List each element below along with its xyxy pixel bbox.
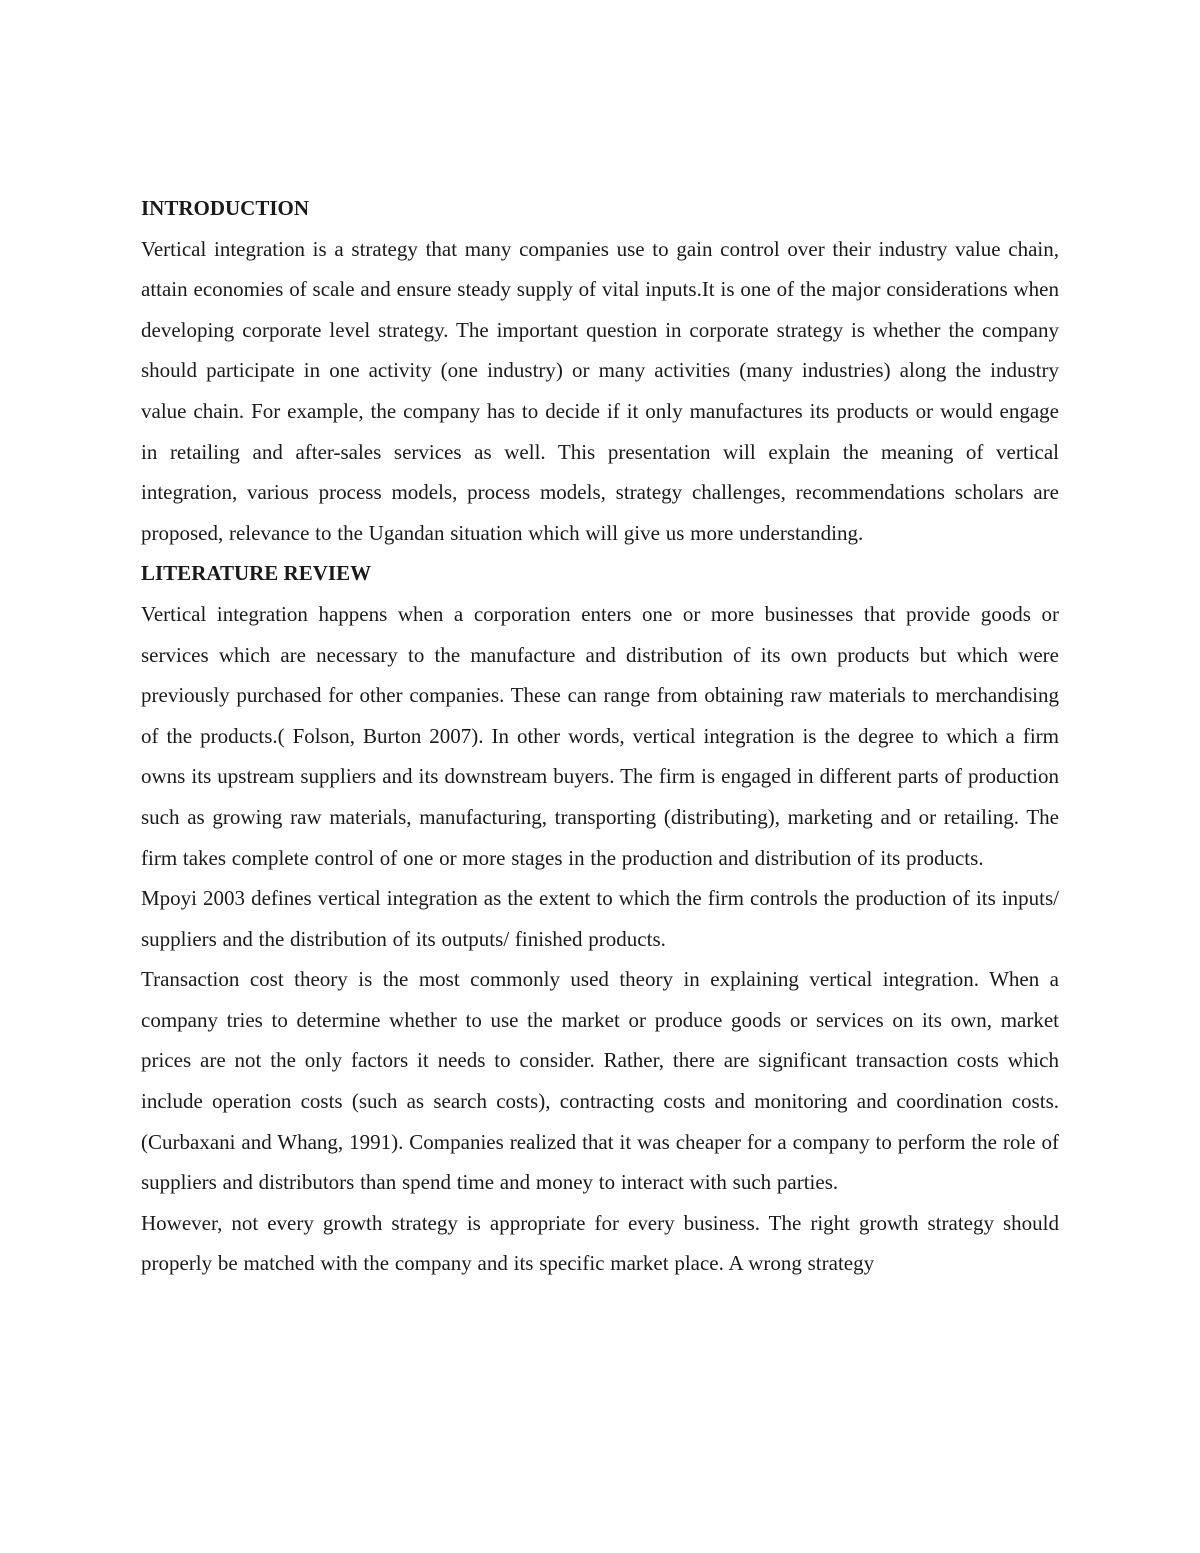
introduction-paragraph: Vertical integration is a strategy that many companies use to gain control over their industry value chain, attain economies of scale and ensure steady supply of vital inputs.It is one of the major considerations when developing corporate level strategy. The important question in corporate strategy is whether the company should participate in one activity (one industry) or many activities (many industries) along the industry value chain. For example, the company has to decide if it only manufactures its products or would engage in retailing and after-sales services as well. This presentation will explain the meaning of vertical integration, various process models, process models, strategy challenges, recommendations scholars are proposed, relevance to the Ugandan situation which will give us more understanding.: [141, 236, 1059, 545]
literature-paragraph-definition: Vertical integration happens when a corporation enters one or more businesses that provide goods or services which are necessary to the manufacture and distribution of its own products but which were previously purchased for other companies. These can range from obtaining raw materials to merchandising of the products.( Folson, Burton 2007). In other words, vertical integration is the degree to which a firm owns its upstream suppliers and its downstream buyers. The firm is engaged in different parts of production such as growing raw materials, manufacturing, transporting (distributing), marketing and or retailing. The firm takes complete control of one or more stages in the production and distribution of its products.: [141, 601, 1059, 870]
literature-paragraph-transaction-cost: Transaction cost theory is the most commonly used theory in explaining vertical integration. When a company tries to determine whether to use the market or produce goods or services on its own, market prices are not the only factors it needs to consider. Rather, there are significant transaction costs which include operation costs (such as search costs), contracting costs and monitoring and coordination costs. (Curbaxani and Whang, 1991). Companies realized that it was cheaper for a company to perform the role of suppliers and distributors than spend time and money to interact with such parties.: [141, 967, 1059, 1195]
document-body: [141, 188, 1059, 1284]
section-heading-introduction: INTRODUCTION: [141, 196, 310, 220]
literature-paragraph-mpoyi: Mpoyi 2003 defines vertical integration as the extent to which the firm controls the production of its inputs/ suppliers and the distribution of its outputs/ finished products.: [141, 886, 1059, 951]
literature-paragraph-growth-strategy: However, not every growth strategy is appropriate for every business. The right growth strategy should properly be matched with the company and its specific market place. A wrong strategy: [141, 1210, 1059, 1276]
section-heading-literature-review: LITERATURE REVIEW: [141, 561, 372, 586]
